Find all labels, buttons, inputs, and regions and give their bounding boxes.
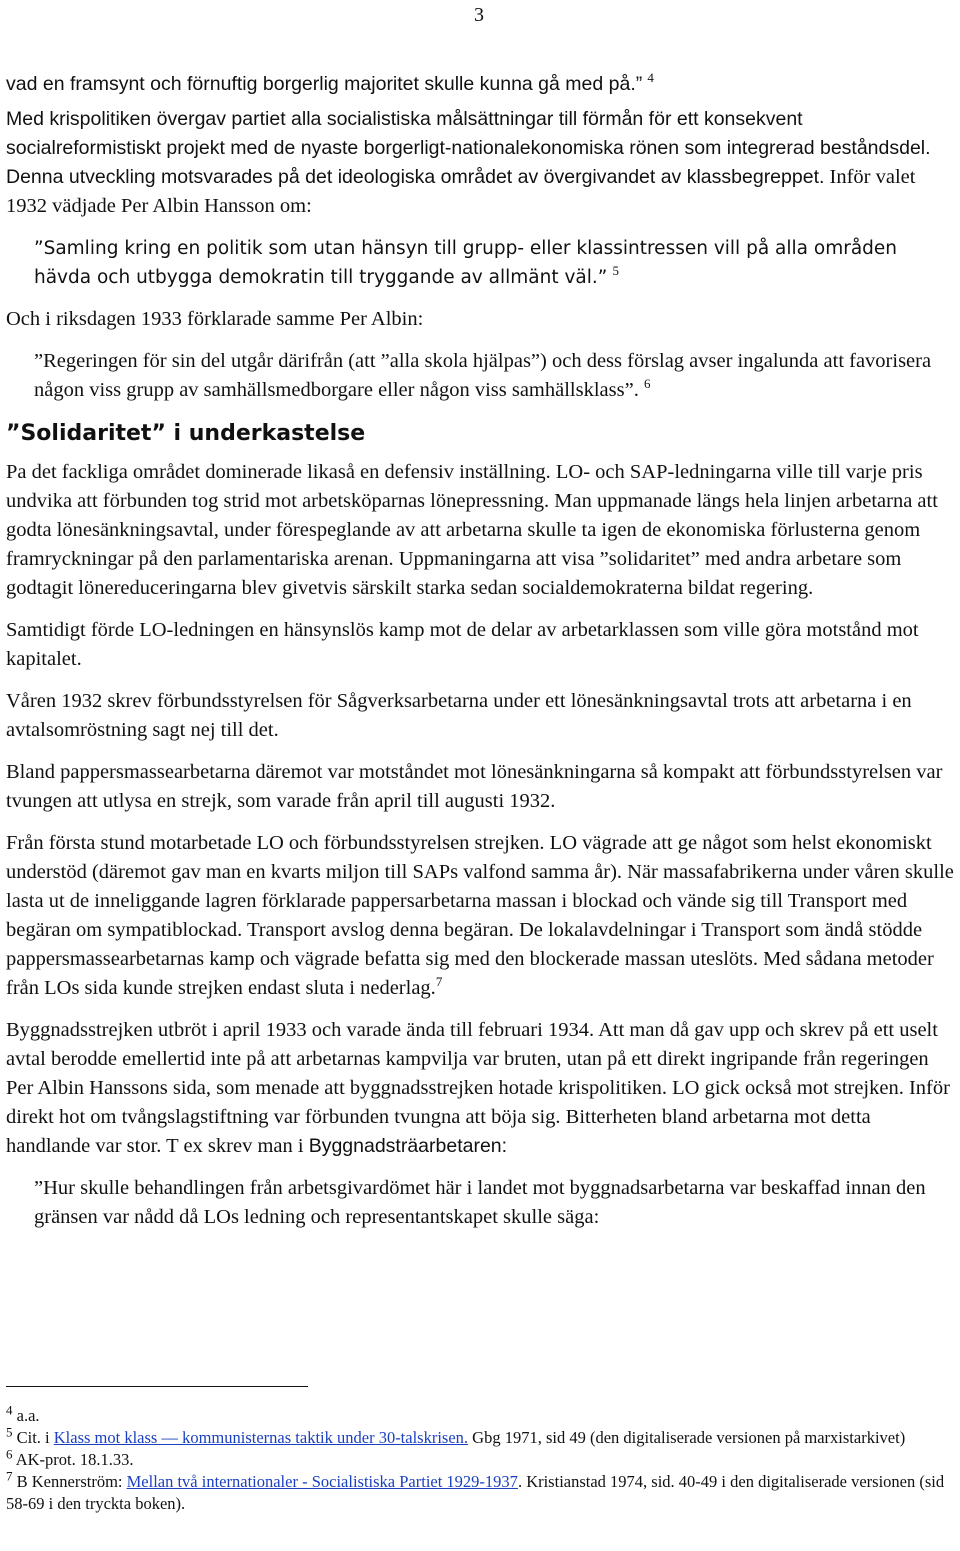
paragraph-1: vad en framsynt och förnuftig borgerlig majoritet skulle kunna gå med på.” $^4$	[6, 70, 654, 95]
footnote-divider	[6, 1386, 308, 1387]
footnote-link-mellan-tva-internationaler[interactable]: Mellan två internationaler - Socialistiska Partiet 1929-1937	[126, 1472, 518, 1491]
footnote-ref-7[interactable]: 7	[435, 974, 443, 990]
page-number: 3	[474, 4, 484, 26]
paragraph-4: Pa det fackliga området dominerade likaså en defensiv inställning. LO- och SAP-ledningarna ville till varje pris undvika att förbunden tog strid mot arbetsköparnas lönepressning. Man uppmanade längs hela linjen arbetarna att godta lönesänkningsavtal, under förespeglande av att arbetarna skulle ta igen de ekonomiska förlusterna genom framryckningar på den parlamentariska arenan. Uppmaningarna att visa ”solidaritet” med andra arbetare som godtagit lönereduceringarna blev givetvis särskilt starka sedan socialdemokraterna bildat regering.	[6, 461, 938, 599]
section-heading: ”Solidaritet” i underkastelse	[6, 421, 366, 446]
paragraph-9: Byggnadsstrejken utbröt i april 1933 och varade ända till februari 1934. Att man då gav upp och skrev på ett uselt avtal berodde emellertid inte på att arbetarnas kampvilja var bruten, utan på ett direkt ingripande från regeringen Per Albin Hanssons sida, som menade att byggnadsstrejken hotade krispolitiken. LO gick också mot strejken. Inför direkt hot om tvångslagstiftning var förbunden tvungna att böja sig. Bitterheten bland arbetarna mot detta handlande var stor. T ex skrev man i Byggnadsträarbetaren:	[6, 1019, 950, 1157]
footnote-ref-6[interactable]: 6	[643, 376, 651, 392]
paragraph-6: Våren 1932 skrev förbundsstyrelsen för Sågverksarbetarna under ett lönesänkningsavtal trots att arbetarna i en avtalsomröstning sagt nej till det.	[6, 690, 912, 741]
quote-3: ”Hur skulle behandlingen från arbetsgivardömet här i landet mot byggnadsarbetarna var beskaffad innan den gränsen var nådd då LOs ledning och representantskapet skulle säga:	[34, 1177, 926, 1228]
paragraph-5: Samtidigt förde LO-ledningen en hänsynslös kamp mot de delar av arbetarklassen som ville göra motstånd mot kapitalet.	[6, 619, 919, 670]
footnotes	[6, 1386, 954, 1515]
document-body	[6, 70, 954, 1245]
quote-1: ”Samling kring en politik som utan hänsyn till grupp- eller klassintressen vill på alla områden hävda och utbygga demokratin till tryggande av allmänt väl.” $^5$	[34, 238, 898, 288]
footnote-ref-4[interactable]: 4	[647, 70, 654, 86]
footnote-ref-5[interactable]: 5	[612, 263, 619, 279]
footnote-7: $^7$ B Kennerström: Mellan två internationaler - Socialistiska Partiet 1929-1937. Kristianstad 1974, sid. 40-49 i den digitaliserade versionen (sid 58-69 i den tryckta boken).	[6, 1468, 945, 1513]
paragraph-8: Från första stund motarbetade LO och förbundsstyrelsen strejken. LO vägrade att ge något som helst ekonomiskt understöd (däremot gav man en kvarts miljon till SAPs valfond samma år). När massafabrikerna under våren skulle lasta ut de inneliggande lagren förklarade pappersarbetarna massan i blockad och vände sig till Transport med begäran om sympatiblockad. Transport avslog denna begäran. De lokalavdelningar i Transport som ändå stödde pappersmassearbetarnas kamp och vägrade befatta sig med den blockerade massan uteslöts. Med sådana metoder från LOs sida kunde strejken endast sluta i nederlag.$^7$	[6, 832, 954, 999]
paragraph-2: Med krispolitiken övergav partiet alla socialistiska målsättningar till förmån för ett konsekvent socialreformistiskt projekt med de nyaste borgerligt-nationalekonomiska rönen som integrerad beståndsdel. Denna utveckling motsvarades på det ideologiska området av övergivandet av klassbegreppet. Inför valet 1932 vädjade Per Albin Hansson om:	[6, 108, 931, 217]
paragraph-7: Bland pappersmassearbetarna däremot var motståndet mot lönesänkningarna så kompakt att förbundsstyrelsen var tvungen att utlysa en strejk, som varade från april till augusti 1932.	[6, 761, 943, 812]
paragraph-3: Och i riksdagen 1933 förklarade samme Per Albin:	[6, 308, 424, 330]
footnote-link-klass-mot-klass[interactable]: Klass mot klass — kommunisternas taktik under 30-talskrisen.	[53, 1428, 469, 1447]
footnote-6: $^6$ AK-prot. 18.1.33.	[6, 1446, 134, 1469]
footnote-4: $^4$ a.a.	[6, 1402, 40, 1425]
quote-2: ”Regeringen för sin del utgår därifrån (att ”alla skola hjälpas”) och dess förslag avser ingalunda att favorisera någon viss grupp av samhällsmedborgare eller någon viss samhällsklass”. $^6$	[34, 350, 932, 401]
footnote-5: $^5$ Cit. i Klass mot klass — kommunisternas taktik under 30-talskrisen. Gbg 1971, sid 49 (den digitaliserade versionen på marxistarkivet)	[6, 1424, 906, 1447]
